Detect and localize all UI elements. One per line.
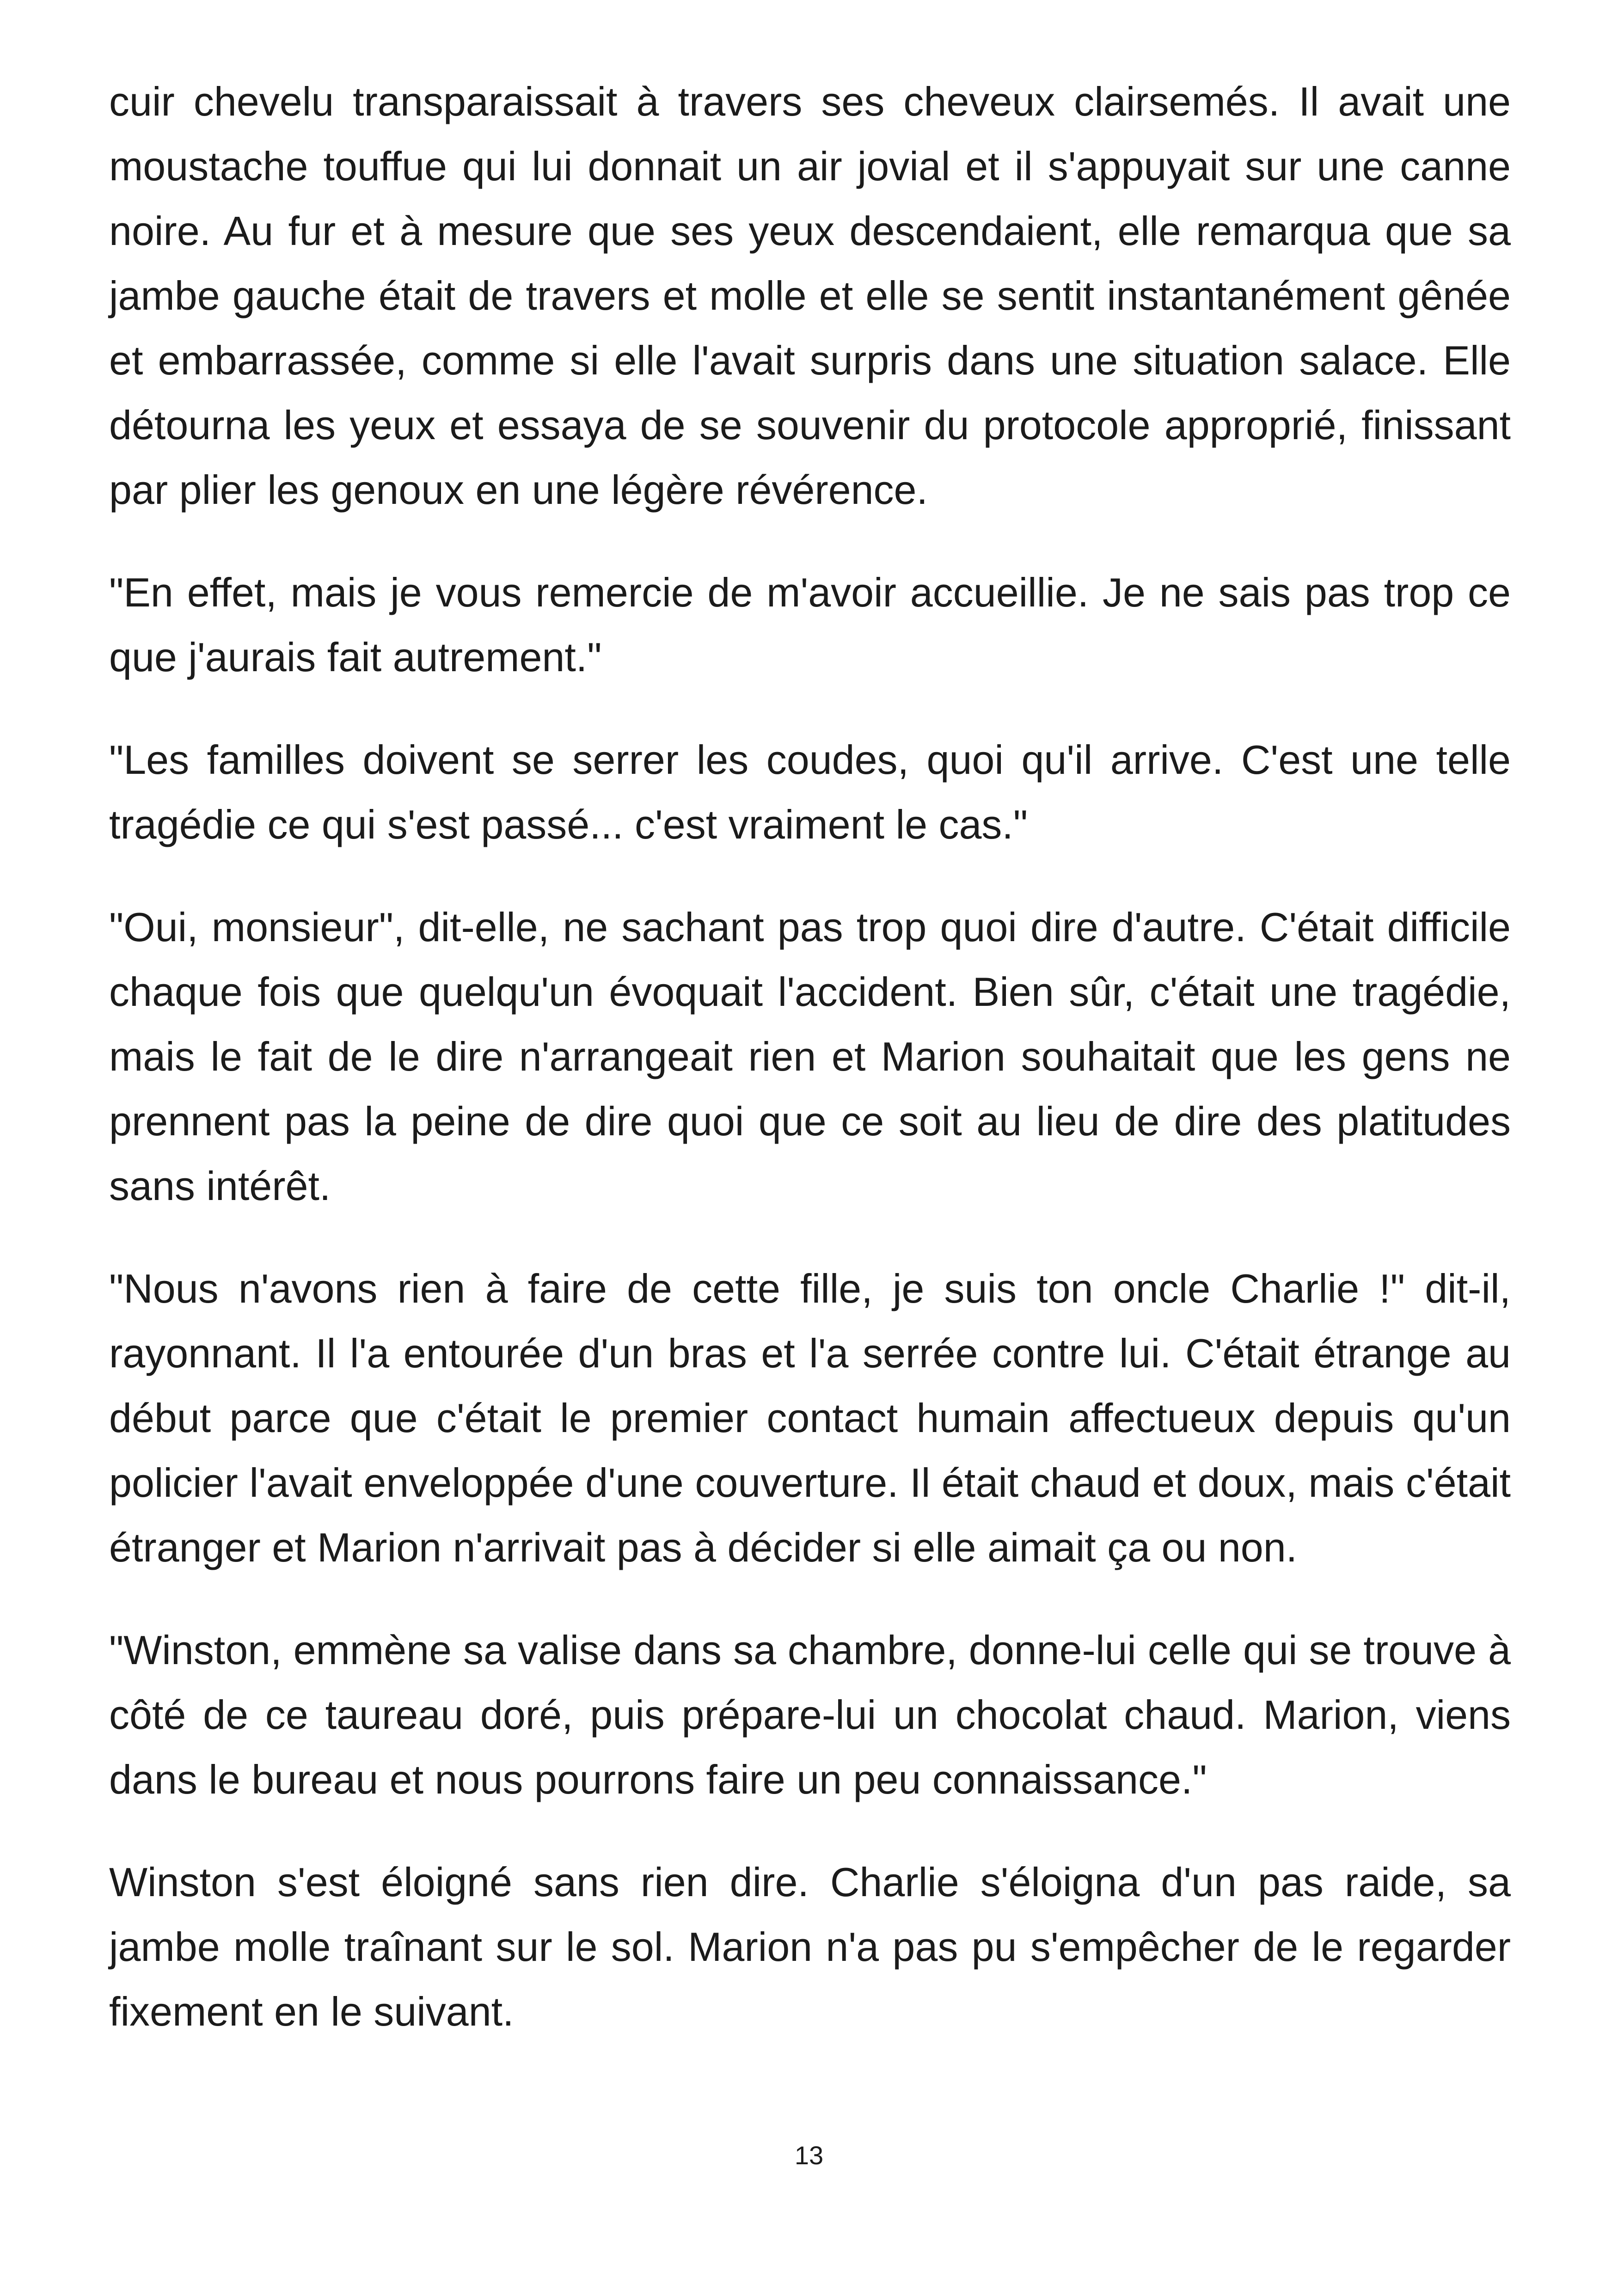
page-number: 13: [794, 2141, 824, 2170]
paragraph-3: "Les familles doivent se serrer les coudes, quoi qu'il arrive. C'est une telle tragédie ce qui s'est passé... c'est vraiment le cas.": [109, 737, 1511, 847]
paragraph-4: "Oui, monsieur", dit-elle, ne sachant pas trop quoi dire d'autre. C'était difficile chaque fois que quelqu'un évoquait l'accident. Bien sûr, c'était une tragédie, mais le fait de le dire n'arrangeait rien et Marion souhaitait que les gens ne prennent pas la peine de dire quoi que ce soit au lieu de dire des platitudes sans intérêt.: [109, 904, 1511, 1209]
paragraph-2: "En effet, mais je vous remercie de m'avoir accueillie. Je ne sais pas trop ce que j'aurais fait autrement.": [109, 569, 1511, 680]
paragraph-1: cuir chevelu transparaissait à travers ses cheveux clairsemés. Il avait une moustache touffue qui lui donnait un air jovial et il s'appuyait sur une canne noire. Au fur et à mesure que ses yeux descendaient, elle remarqua que sa jambe gauche était de travers et molle et elle se sentit instantanément gênée et embarrassée, comme si elle l'avait surpris dans une situation salace. Elle détourna les yeux et essaya de se souvenir du protocole approprié, finissant par plier les genoux en une légère révérence.: [109, 79, 1511, 513]
paragraph-7: Winston s'est éloigné sans rien dire. Charlie s'éloigna d'un pas raide, sa jambe molle traînant sur le sol. Marion n'a pas pu s'empêcher de le regarder fixement en le suivant.: [109, 1859, 1511, 2034]
paragraph-5: "Nous n'avons rien à faire de cette fille, je suis ton oncle Charlie !" dit-il, rayonnant. Il l'a entourée d'un bras et l'a serrée contre lui. C'était étrange au début parce que c'était le premier contact humain affectueux depuis qu'un policier l'avait enveloppée d'une couverture. Il était chaud et doux, mais c'était étranger et Marion n'arrivait pas à décider si elle aimait ça ou non.: [109, 1266, 1511, 1570]
paragraph-6: "Winston, emmène sa valise dans sa chambre, donne-lui celle qui se trouve à côté de ce taureau doré, puis prépare-lui un chocolat chaud. Marion, viens dans le bureau et nous pourrons faire un peu connaissance.": [109, 1627, 1511, 1802]
body-text: [109, 69, 1511, 2082]
